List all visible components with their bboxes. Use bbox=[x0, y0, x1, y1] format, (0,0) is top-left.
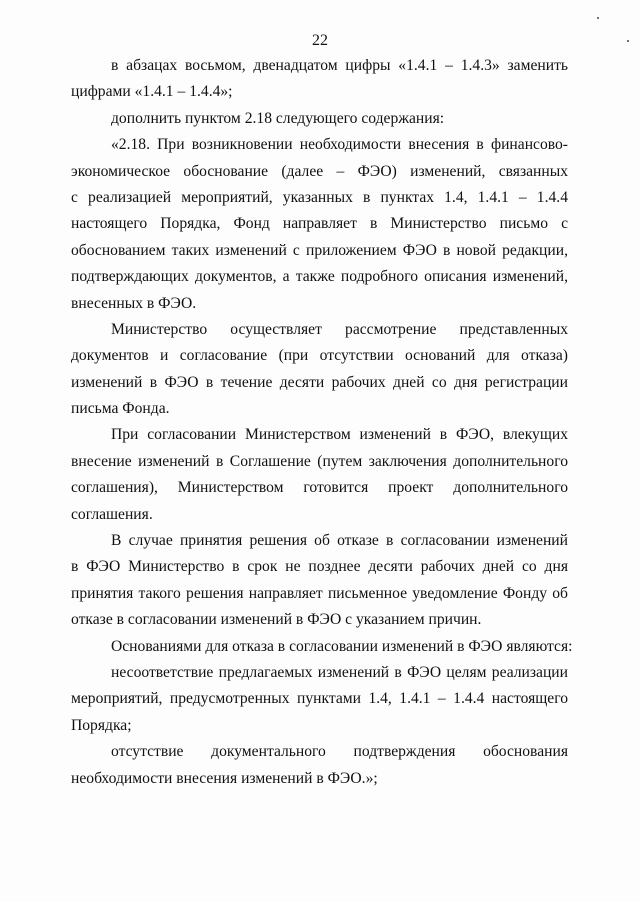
paragraph-2-line-1: дополнить пунктом 2.18 следующего содержания: bbox=[111, 109, 445, 127]
scan-speck bbox=[627, 40, 629, 42]
paragraph-5-line-3: соглашения), Министерством готовится проект дополнительного bbox=[71, 479, 568, 497]
paragraph-3-line-2: экономическое обоснование (далее – ФЭО) изменений, связанных bbox=[71, 162, 568, 180]
paragraph-6-line-3: принятия такого решения направляет письменное уведомление Фонду об bbox=[71, 584, 568, 602]
paragraph-4-line-1: Министерство осуществляет рассмотрение представленных bbox=[111, 320, 568, 338]
paragraph-4-line-4: письма Фонда. bbox=[71, 400, 170, 418]
paragraph-9-line-1: отсутствие документального подтверждения обоснования bbox=[111, 743, 568, 761]
paragraph-5-line-1: При согласовании Министерством изменений в ФЭО, влекущих bbox=[111, 426, 568, 444]
paragraph-6-line-2: в ФЭО Министерство в срок не позднее десяти рабочих дней со дня bbox=[71, 558, 568, 576]
paragraph-4-line-2: документов и согласование (при отсутствии оснований для отказа) bbox=[71, 347, 568, 365]
paragraph-1-line-1: в абзацах восьмом, двенадцатом цифры «1.4.1 – 1.4.3» заменить bbox=[111, 57, 568, 74]
document-body bbox=[71, 53, 573, 792]
paragraph-6-line-4: отказе в согласовании изменений в ФЭО с указанием причин. bbox=[71, 611, 482, 629]
paragraph-7-line-1: Основаниями для отказа в согласовании изменений в ФЭО являются: bbox=[111, 637, 573, 655]
page-number: 22 bbox=[312, 32, 328, 49]
paragraph-8-line-2: мероприятий, предусмотренных пунктами 1.4, 1.4.1 – 1.4.4 настоящего bbox=[71, 690, 568, 708]
paragraph-6-line-1: В случае принятия решения об отказе в согласовании изменений bbox=[111, 532, 568, 550]
paragraph-8-line-1: несоответствие предлагаемых изменений в ФЭО целям реализации bbox=[111, 663, 568, 681]
paragraph-4-line-3: изменений в ФЭО в течение десяти рабочих дней со дня регистрации bbox=[71, 373, 568, 391]
paragraph-3-line-3: с реализацией мероприятий, указанных в пунктах 1.4, 1.4.1 – 1.4.4 bbox=[71, 188, 568, 206]
paragraph-3-line-7: внесенных в ФЭО. bbox=[71, 294, 197, 312]
paragraph-1-line-2: цифрами «1.4.1 – 1.4.4»; bbox=[71, 83, 233, 101]
paragraph-8-line-3: Порядка; bbox=[71, 716, 132, 734]
paragraph-5-line-4: соглашения. bbox=[71, 505, 153, 523]
paragraph-3-line-1: «2.18. При возникновении необходимости внесения в финансово- bbox=[111, 136, 568, 154]
paragraph-3-line-6: подтверждающих документов, а также подробного описания изменений, bbox=[71, 268, 568, 286]
paragraph-3-line-4: настоящего Порядка, Фонд направляет в Министерство письмо с bbox=[71, 215, 568, 233]
scan-speck bbox=[597, 17, 599, 19]
paragraph-9-line-2: необходимости внесения изменений в ФЭО.»; bbox=[71, 769, 378, 787]
paragraph-3-line-5: обоснованием таких изменений с приложением ФЭО в новой редакции, bbox=[71, 241, 568, 259]
paragraph-5-line-2: внесение изменений в Соглашение (путем заключения дополнительного bbox=[71, 452, 568, 470]
